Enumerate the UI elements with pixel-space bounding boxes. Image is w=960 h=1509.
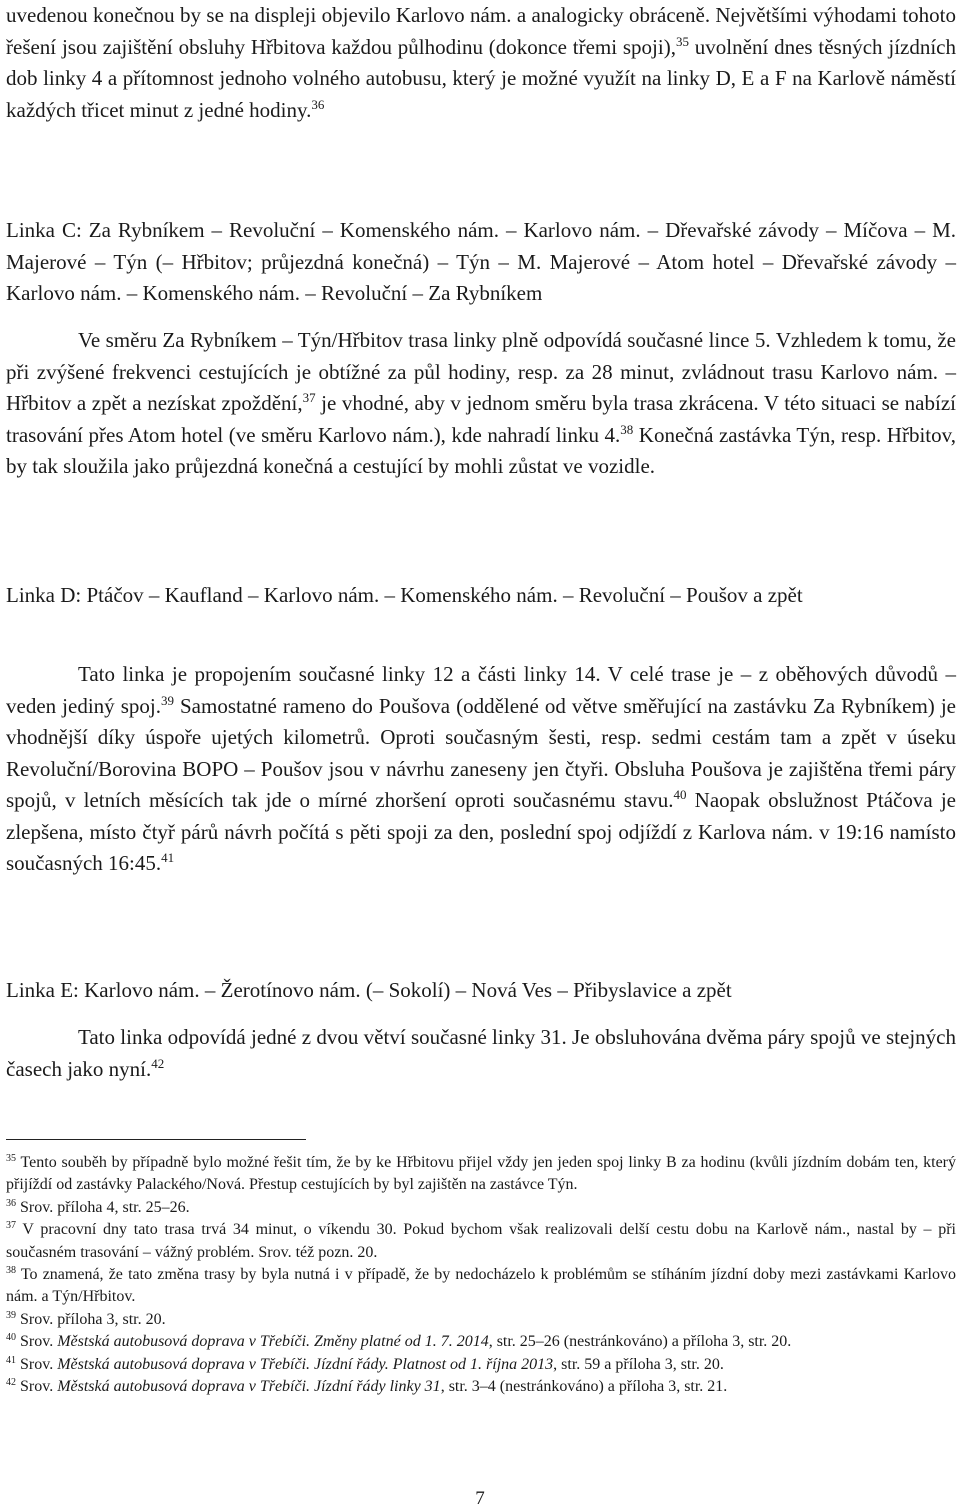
- intro-text: uvedenou konečnou by se na displeji objevilo Karlovo nám. a analogicky obráceně. Největšími výhodami tohoto řešení jsou zajištění obsluhy Hřbitova každou půlhodinu (dokonce třemi spoji),: [6, 3, 956, 59]
- footnote-suffix: , str. 3–4 (nestránkováno) a příloha 3, str. 21.: [440, 1378, 728, 1396]
- footnote-ref-38[interactable]: 38: [620, 421, 634, 437]
- footnote-ref-35[interactable]: 35: [675, 33, 689, 49]
- footnote-separator: [6, 1139, 306, 1140]
- footnote-prefix: Srov.: [20, 1355, 58, 1373]
- footnote-42: [6, 1376, 956, 1398]
- linka-d-text-3: Naopak obslužnost Ptáčova je zlepšena, místo čtyř párů návrh počítá s pěti spoji za den, poslední spoj odjíždí z Karlova nám. v 19:16 namísto současných 16:45.: [6, 788, 957, 875]
- footnote-text: V pracovní dny tato trasa trvá 34 minut, o víkendu 30. Pokud bychom však realizovali delší cestu dobu na Karlově nám., nastal by – při současném trasování – vážný problém. Srov. též pozn. 20.: [6, 1221, 956, 1261]
- linka-e-heading: [6, 975, 956, 1007]
- footnote-number: 36: [6, 1197, 16, 1209]
- footnote-number: 38: [6, 1265, 16, 1277]
- footnote-prefix: Srov.: [20, 1378, 58, 1396]
- linka-d-text-2: Samostatné rameno do Poušova (oddělené od větve směřující na zastávku Za Rybníkem) je vhodnější díky úspoře ujetých kilometrů. Oproti současným šesti, resp. sedmi cestám tam a zpět v úseku Revoluční/Borovina BOPO – Poušov jsou v návrhu zaneseny jen čtyři. Obsluha Poušova je zajištěna třemi páry spojů, v letních měsících tak jde o mírné zhoršení oproti současnému stavu.: [6, 693, 956, 812]
- footnote-suffix: , str. 25–26 (nestránkováno) a příloha 3, str. 20.: [488, 1333, 792, 1351]
- linka-e-paragraph: [6, 1022, 956, 1085]
- linka-d-route: Linka D: Ptáčov – Kaufland – Karlovo nám. – Komenského nám. – Revoluční – Poušov a zpět: [6, 583, 803, 607]
- footnote-ref-37[interactable]: 37: [302, 390, 316, 405]
- footnote-text: Tento souběh by případně bylo možné řešit tím, že by ke Hřbitovu přijel vždy jen jeden spoj linky B za hodinu (kvůli jízdním dobám ten, který přijíždí od zastávky Palackého/Nová. Přestup cestujících by byl zajištěn na zastávce Týn.: [6, 1154, 957, 1194]
- footnote-36: [6, 1197, 956, 1219]
- footnote-number: 40: [6, 1332, 16, 1344]
- intro-paragraph: [6, 0, 956, 126]
- footnote-source-title: Městská autobusová doprava v Třebíči. Změny platné od 1. 7. 2014: [57, 1333, 489, 1351]
- linka-c-text-2: je vhodné, aby v jednom směru byla trasa zkrácena. V této situaci se nabízí trasování přes Atom hotel (ve směru Karlovo nám.), kde nahradí linku 4.: [6, 391, 956, 447]
- footnote-text: To znamená, že tato změna trasy by byla nutná i v případě, že by nedocházelo k problémům se stíháním jízdní doby mezi zastávkami Karlovo nám. a Týn/Hřbitov.: [6, 1266, 956, 1306]
- linka-c-text-3: Konečná zastávka Týn, resp. Hřbitov, by tak sloužila jako průjezdná konečná a cestující by mohli zůstat ve vozidle.: [6, 422, 956, 478]
- footnote-prefix: Srov.: [20, 1333, 58, 1351]
- page-number: 7: [475, 1488, 485, 1509]
- footnote-text: Srov. příloha 3, str. 20.: [20, 1310, 166, 1328]
- footnote-37: [6, 1219, 956, 1264]
- footnote-ref-40[interactable]: 40: [673, 787, 687, 802]
- linka-d-heading: [6, 580, 956, 612]
- linka-c-heading: [6, 215, 956, 310]
- footnote-source-title: Městská autobusová doprava v Třebíči. Jízdní řády linky 31: [57, 1378, 441, 1396]
- linka-d-text-1: Tato linka je propojením současné linky 12 a části linky 14. V celé trase je – z oběhových důvodů – veden jediný spoj.: [6, 662, 956, 718]
- footnote-number: 41: [6, 1354, 16, 1366]
- linka-c-text-1: Ve směru Za Rybníkem – Týn/Hřbitov trasa linky plně odpovídá současné lince 5. Vzhledem k tomu, že při zvýšené frekvenci cestujících je obtížné za půl hodiny, resp. za 28 minut, zvládnout trasu Karlovo nám. – Hřbitov a zpět a nezískat zpoždění,: [6, 328, 956, 415]
- footnote-ref-41[interactable]: 41: [161, 850, 175, 865]
- footnote-number: 35: [6, 1153, 16, 1164]
- footnote-number: 37: [6, 1220, 16, 1232]
- footnote-41: [6, 1354, 956, 1376]
- footnotes: [6, 1152, 956, 1398]
- footnote-source-title: Městská autobusová doprava v Třebíči. Jízdní řády. Platnost od 1. října 2013: [57, 1355, 554, 1373]
- footnote-ref-39[interactable]: 39: [160, 692, 174, 708]
- footnote-40: [6, 1331, 956, 1353]
- footnote-35: [6, 1152, 956, 1197]
- footnote-text: Srov. příloha 4, str. 25–26.: [20, 1198, 190, 1216]
- footnote-ref-36[interactable]: 36: [311, 96, 325, 112]
- footnote-ref-42[interactable]: 42: [151, 1055, 165, 1071]
- linka-c-paragraph: [6, 325, 956, 483]
- footnote-suffix: , str. 59 a příloha 3, str. 20.: [553, 1355, 724, 1373]
- footnote-number: 42: [6, 1377, 16, 1389]
- footnote-38: [6, 1264, 956, 1309]
- intro-text-cont: uvolnění dnes těsných jízdních dob linky 4 a přítomnost jednoho volného autobusu, který je možné využít na linky D, E a F na Karlově náměstí každých třicet minut z jedné hodiny.: [6, 34, 957, 122]
- footnote-number: 39: [6, 1309, 16, 1321]
- linka-e-text-1: Tato linka odpovídá jedné z dvou větví současné linky 31. Je obsluhována dvěma páry spojů ve stejných časech jako nyní.: [6, 1025, 956, 1081]
- linka-d-paragraph: [6, 659, 956, 880]
- footnote-39: [6, 1309, 956, 1331]
- linka-e-route: Linka E: Karlovo nám. – Žerotínovo nám. (– Sokolí) – Nová Ves – Přibyslavice a zpět: [6, 978, 732, 1002]
- linka-c-route: Linka C: Za Rybníkem – Revoluční – Komenského nám. – Karlovo nám. – Dřevařské závody – Míčova – M. Majerové – Týn (– Hřbitov; průjezdná konečná) – Týn – M. Majerové – Atom hotel – Dřevařské závody – Karlovo nám. – Komenského nám. – Revoluční – Za Rybníkem: [6, 218, 956, 305]
